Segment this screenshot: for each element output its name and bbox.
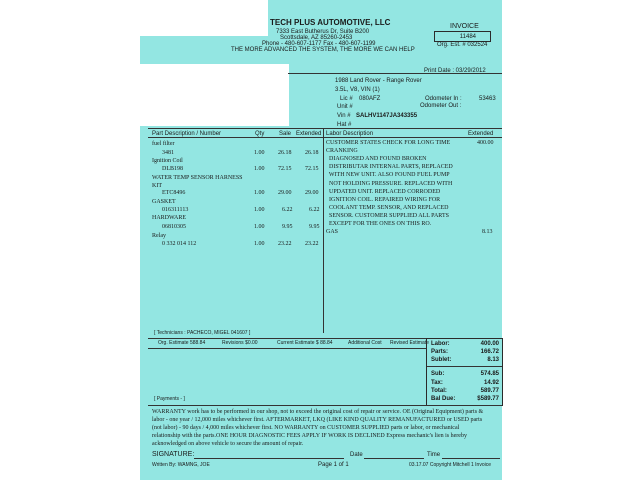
labor-line: COOLANT TEMP. SENSOR, AND REPLACED bbox=[326, 205, 449, 211]
org-estimate: Org. Estimate 588.84 bbox=[158, 340, 206, 346]
part-extended: 26.18 bbox=[305, 150, 319, 156]
part-description: HARDWARE bbox=[152, 215, 186, 221]
warranty-line: relationship with the parts.ONE HOUR DIAGNOSTIC FEES APPLY IF WORK IS DECLINED Express mechanic's lien is hereby bbox=[152, 433, 467, 439]
labor-line: GAS bbox=[326, 229, 339, 235]
part-extended: 6.22 bbox=[309, 207, 320, 213]
totals-label-tax: Tax: bbox=[431, 380, 443, 386]
current-estimate: Current Estimate $ 88.84 bbox=[277, 340, 333, 346]
invoice-label: INVOICE bbox=[450, 23, 479, 30]
part-description: WATER TEMP SENSOR HARNESS KIT bbox=[152, 175, 243, 189]
totals-value-labor: 400.00 bbox=[480, 341, 499, 347]
totals-value-total: 589.77 bbox=[480, 388, 499, 394]
labor-header-extended: Extended bbox=[468, 131, 494, 137]
totals-box bbox=[426, 338, 503, 406]
part-qty: 1.00 bbox=[254, 241, 265, 247]
redaction-block-top bbox=[140, 0, 268, 36]
redaction-block-customer bbox=[140, 64, 289, 126]
warranty-line: (not labor) - 90 days / 4,000 miles whichever first. NO WARRANTY on CUSTOMER SUPPLIED parts or labor, or mechanical bbox=[152, 425, 460, 431]
part-number: 06810305 bbox=[162, 224, 186, 230]
totals-value-sub: 574.85 bbox=[480, 371, 499, 377]
vehicle-engine: 3.5L, V8, VIN (1) bbox=[335, 87, 380, 93]
labor-line: DISTRIBUTAR INTERNAL PARTS, REPLACED bbox=[326, 164, 453, 170]
parts-header-qty: Qty bbox=[255, 131, 265, 137]
totals-value-tax: 14.92 bbox=[483, 380, 499, 386]
part-qty: 1.00 bbox=[254, 150, 265, 156]
part-description: GASKET bbox=[152, 199, 176, 205]
labor-header-description: Labor Description bbox=[326, 131, 374, 137]
copyright: 03.17.07 Copyright Mitchell 1 Invoice bbox=[409, 462, 491, 468]
date-label: Date bbox=[350, 452, 363, 458]
totals-value-bal-due: $589.77 bbox=[477, 396, 499, 402]
revisions: Revisions $0.00 bbox=[222, 340, 258, 346]
additional-cost: Additional Cost bbox=[348, 340, 382, 346]
part-number: 3481 bbox=[162, 150, 174, 156]
parts-header-sale: Sale bbox=[279, 131, 292, 137]
labor-line: EXCEPT FOR THE ONES ON THIS RO. bbox=[326, 221, 432, 227]
part-extended: 9.95 bbox=[309, 224, 320, 230]
lic-label: Lic # bbox=[340, 96, 353, 102]
labor-line: IGNITION COIL. REPAIRED WIRING FOR bbox=[326, 197, 441, 203]
totals-label-total: Total: bbox=[431, 388, 447, 394]
labor-line: DIAGNOSED AND FOUND BROKEN bbox=[326, 156, 427, 162]
vehicle-description: 1988 Land Rover - Range Rover bbox=[335, 78, 422, 84]
parts-header-extended: Extended bbox=[296, 131, 322, 137]
invoice-number-box bbox=[434, 31, 491, 42]
unit-label: Unit # bbox=[337, 104, 353, 110]
part-sale: 9.95 bbox=[282, 224, 293, 230]
totals-value-sublet: 8.13 bbox=[487, 357, 499, 363]
estimates-bottom-rule bbox=[148, 348, 426, 349]
part-number: 0 332 014 112 bbox=[162, 241, 197, 247]
part-qty: 1.00 bbox=[254, 190, 265, 196]
date-line bbox=[364, 458, 424, 459]
signature-label: SIGNATURE: bbox=[152, 451, 195, 458]
parts-header-description: Part Description / Number bbox=[152, 131, 222, 137]
part-extended: 72.15 bbox=[305, 166, 319, 172]
signature-line bbox=[194, 458, 344, 459]
company-address-2: Scottsdale, AZ 85260-2453 bbox=[280, 35, 353, 41]
labor-line: UPDATED UNIT. REPLACED CORRODED bbox=[326, 189, 441, 195]
revised-estimate: Revised Estimate bbox=[390, 340, 429, 346]
part-sale: 29.00 bbox=[278, 190, 292, 196]
written-by: Written By: WAMNG, JOE bbox=[152, 462, 210, 468]
part-qty: 1.00 bbox=[254, 207, 265, 213]
gas-amount: 8.13 bbox=[482, 229, 493, 235]
totals-label-bal-due: Bal Due: bbox=[431, 396, 456, 402]
part-number: DLB198 bbox=[162, 166, 183, 172]
warranty-line: WARRANTY work has to be performed in our shop, not to exceed the original cost of repair or service. OE (Original Equipment) parts & bbox=[152, 409, 484, 415]
totals-label-sub: Sub: bbox=[431, 371, 445, 377]
part-sale: 72.15 bbox=[278, 166, 292, 172]
odometer-in-value: 53463 bbox=[479, 96, 496, 102]
odometer-out-label: Odometer Out : bbox=[420, 103, 462, 109]
time-label: Time bbox=[427, 452, 441, 458]
labor-amount: 400.00 bbox=[477, 140, 494, 146]
warranty-line: labor - one year / 12,000 miles whichever first. AFTERMARKET, LKQ (LIKE KIND QUALITY REMANUFACTURED or USED parts bbox=[152, 417, 483, 423]
part-number: 016311113 bbox=[162, 207, 189, 213]
invoice-paper bbox=[140, 0, 502, 480]
technicians: [ Technicians : PACHECO, MIGEL 041607 ] bbox=[154, 330, 251, 336]
part-description: fuel filter bbox=[152, 141, 175, 147]
parts-labor-divider bbox=[323, 128, 324, 333]
page-number: Page 1 of 1 bbox=[318, 462, 349, 468]
labor-line: CUSTOMER STATES CHECK FOR LONG TIME bbox=[326, 140, 451, 146]
vin-value: SALHV1147JA343355 bbox=[356, 113, 418, 119]
lic-value: 080AFZ bbox=[359, 96, 381, 102]
print-date: Print Date : 03/29/2012 bbox=[424, 68, 486, 74]
totals-label-parts: Parts: bbox=[431, 349, 449, 355]
company-address-1: 7333 East Butherus Dr, Suite B200 bbox=[276, 29, 370, 35]
table-top-rule bbox=[148, 128, 502, 129]
part-sale: 23.22 bbox=[278, 241, 292, 247]
totals-value-parts: 166.72 bbox=[480, 349, 499, 355]
part-qty: 1.00 bbox=[254, 224, 265, 230]
labor-line: SENSOR. CUSTOMER SUPPLIED ALL PARTS bbox=[326, 213, 449, 219]
part-qty: 1.00 bbox=[254, 166, 265, 172]
part-sale: 26.18 bbox=[278, 150, 292, 156]
company-phone-fax: Phone - 480-607-1177 Fax - 480-607-1199 bbox=[262, 41, 376, 47]
vin-label: Vin # bbox=[337, 113, 351, 119]
labor-line: NOT HOLDING PRESSURE. REPLACED WITH bbox=[326, 181, 453, 187]
warranty-line: acknowledged on above vehicle to secure the amount of repair. bbox=[152, 441, 304, 447]
hat-label: Hat # bbox=[337, 122, 352, 128]
totals-label-sublet: Sublet: bbox=[431, 357, 452, 363]
part-extended: 23.22 bbox=[305, 241, 319, 247]
part-extended: 29.00 bbox=[305, 190, 319, 196]
part-sale: 6.22 bbox=[282, 207, 293, 213]
time-line bbox=[442, 458, 500, 459]
totals-rule bbox=[427, 366, 502, 367]
company-slogan: THE MORE ADVANCED THE SYSTEM, THE MORE WE CAN HELP bbox=[231, 47, 415, 53]
part-description: Relay bbox=[152, 233, 166, 239]
odometer-in-label: Odometer In : bbox=[425, 96, 462, 102]
labor-line: WITH NEW UNIT. ALSO FOUND FUEL PUMP bbox=[326, 172, 450, 178]
labor-line: CRANKING bbox=[326, 148, 358, 154]
org-est-number: Org. Est. # 032524 bbox=[437, 42, 488, 48]
table-header-rule bbox=[148, 137, 502, 138]
totals-label-labor: Labor: bbox=[431, 341, 450, 347]
part-description: Ignition Coil bbox=[152, 158, 183, 164]
part-number: ETC8496 bbox=[162, 190, 186, 196]
warranty-top-rule bbox=[148, 405, 502, 406]
payments: [ Payments - ] bbox=[154, 396, 185, 402]
invoice-number: 11484 bbox=[459, 34, 476, 40]
company-name: TECH PLUS AUTOMOTIVE, LLC bbox=[270, 18, 391, 27]
